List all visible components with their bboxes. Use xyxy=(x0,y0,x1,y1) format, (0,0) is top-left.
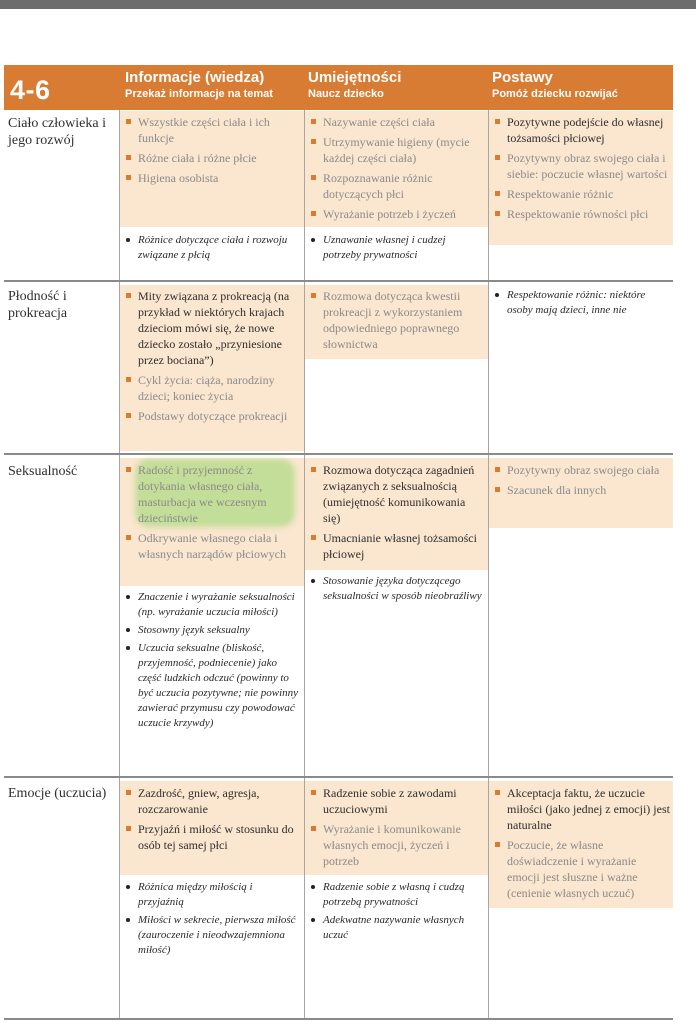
row-label: Płodność i prokreacja xyxy=(8,289,68,321)
header-col-skills xyxy=(308,68,401,101)
attitudes-extra-list xyxy=(493,288,670,321)
list-item: Miłości w sekrecie, pierwsza miłość (zauroczenie i nieodwzajemniona miłość) xyxy=(124,913,300,958)
list-item: Znaczenie i wyrażanie seksualności (np. wyrażanie uczucia miłości) xyxy=(124,590,300,620)
list-item: Przyjaźń i miłość w stosunku do osób tej samej płci xyxy=(124,821,300,853)
list-item: Poczucie, że własne doświadczenie i wyrażanie emocji jest słuszne i ważne (cenienie własnych uczuć) xyxy=(493,837,670,901)
skills-extra-list xyxy=(309,574,485,607)
info-list xyxy=(124,462,300,566)
list-item: Rozpoznawanie różnic dotyczących płci xyxy=(309,170,485,202)
info-list xyxy=(124,288,300,428)
header-subtitle: Pomóż dziecku rozwijać xyxy=(492,88,618,100)
skills-list xyxy=(309,288,485,356)
list-item: Adekwatne nazywanie własnych uczuć xyxy=(309,913,485,943)
list-item: Pozytywny obraz swojego ciała xyxy=(493,462,670,478)
skills-list xyxy=(309,114,485,226)
list-item: Radość i przyjemność z dotykania własnego ciała, masturbacja we wczesnym dzieciństwie xyxy=(124,462,300,526)
age-range: 4-6 xyxy=(10,75,51,105)
attitudes-list xyxy=(493,114,670,226)
skills-list xyxy=(309,462,485,566)
list-item: Umacnianie własnej tożsamości płciowej xyxy=(309,530,485,562)
list-item: Odkrywanie własnego ciała i własnych narządów płciowych xyxy=(124,530,300,562)
list-item: Radzenie sobie z zawodami uczuciowymi xyxy=(309,785,485,817)
list-item: Mity związana z prokreacją (na przykład w niektórych krajach dzieciom mówi się, że nowe dziecko zostało „przyniesione przez bociana”) xyxy=(124,288,300,368)
list-item: Uznawanie własnej i cudzej potrzeby prywatności xyxy=(309,233,485,263)
table-header xyxy=(4,65,673,110)
list-item: Nazywanie części ciała xyxy=(309,114,485,130)
col-divider xyxy=(304,110,305,1020)
list-item: Różnice dotyczące ciała i rozwoju związane z płcią xyxy=(124,233,300,263)
info-extra-list xyxy=(124,233,300,266)
list-item: Szacunek dla innych xyxy=(493,482,670,498)
skills-list xyxy=(309,785,485,873)
list-item: Utrzymywanie higieny (mycie każdej części ciała) xyxy=(309,134,485,166)
list-item: Pozytywny obraz swojego ciała i siebie: poczucie własnej wartości xyxy=(493,150,670,182)
row-label: Emocje (uczucia) xyxy=(8,786,107,801)
attitudes-list xyxy=(493,462,670,502)
skills-extra-list xyxy=(309,880,485,946)
list-item: Radzenie sobie z własną i cudzą potrzebą prywatności xyxy=(309,880,485,910)
header-title: Informacje (wiedza) xyxy=(125,69,265,86)
list-item: Uczucia seksualne (bliskość, przyjemność, podniecenie) jako część ludzkich odczuć (powinny to być uczucia pozytywne; nie powinny zawierać przymusu czy powodować uczucie krzywdy) xyxy=(124,641,300,731)
list-item: Stosowny język seksualny xyxy=(124,623,300,638)
attitudes-list xyxy=(493,785,670,905)
row-divider xyxy=(4,776,673,778)
list-item: Akceptacja faktu, że uczucie miłości (jako jednej z emocji) jest naturalne xyxy=(493,785,670,833)
header-col-attitudes xyxy=(492,68,618,101)
row-divider xyxy=(4,280,673,282)
list-item: Wyrażanie potrzeb i życzeń xyxy=(309,206,485,222)
header-col-info xyxy=(125,68,273,101)
list-item: Różnica między miłością i przyjaźnią xyxy=(124,880,300,910)
info-extra-list xyxy=(124,590,300,734)
col-divider xyxy=(119,110,120,1020)
list-item: Higiena osobista xyxy=(124,170,300,186)
list-item: Rozmowa dotycząca kwestii prokreacji z wykorzystaniem odpowiedniego poprawnego słownictwa xyxy=(309,288,485,352)
list-item: Wyrażanie i komunikowanie własnych emocji, życzeń i potrzeb xyxy=(309,821,485,869)
skills-extra-list xyxy=(309,233,485,266)
top-bar xyxy=(0,0,696,9)
list-item: Wszystkie części ciała i ich funkcje xyxy=(124,114,300,146)
header-subtitle: Naucz dziecko xyxy=(308,88,384,100)
list-item: Respektowanie równości płci xyxy=(493,206,670,222)
list-item: Stosowanie języka dotyczącego seksualności w sposób nieobraźliwy xyxy=(309,574,485,604)
list-item: Rozmowa dotycząca zagadnień związanych z seksualnością (umiejętność komunikowania się) xyxy=(309,462,485,526)
info-extra-list xyxy=(124,880,300,961)
list-item: Respektowanie różnic xyxy=(493,186,670,202)
header-subtitle: Przekaż informacje na temat xyxy=(125,88,273,100)
row-divider xyxy=(4,453,673,455)
info-list xyxy=(124,785,300,857)
col-divider xyxy=(488,110,489,1020)
list-item: Respektowanie różnic: niektóre osoby mają dzieci, inne nie xyxy=(493,288,670,318)
list-item: Podstawy dotyczące prokreacji xyxy=(124,408,300,424)
list-item: Różne ciała i różne płcie xyxy=(124,150,300,166)
list-item: Cykl życia: ciąża, narodziny dzieci; koniec życia xyxy=(124,372,300,404)
list-item: Zazdrość, gniew, agresja, rozczarowanie xyxy=(124,785,300,817)
row-divider xyxy=(4,1018,673,1020)
list-item: Pozytywne podejście do własnej tożsamości płciowej xyxy=(493,114,670,146)
row-label: Seksualność xyxy=(8,464,78,479)
row-label: Ciało człowieka i jego rozwój xyxy=(8,116,106,148)
info-list xyxy=(124,114,300,190)
header-title: Postawy xyxy=(492,69,553,86)
header-title: Umiejętności xyxy=(308,69,402,86)
